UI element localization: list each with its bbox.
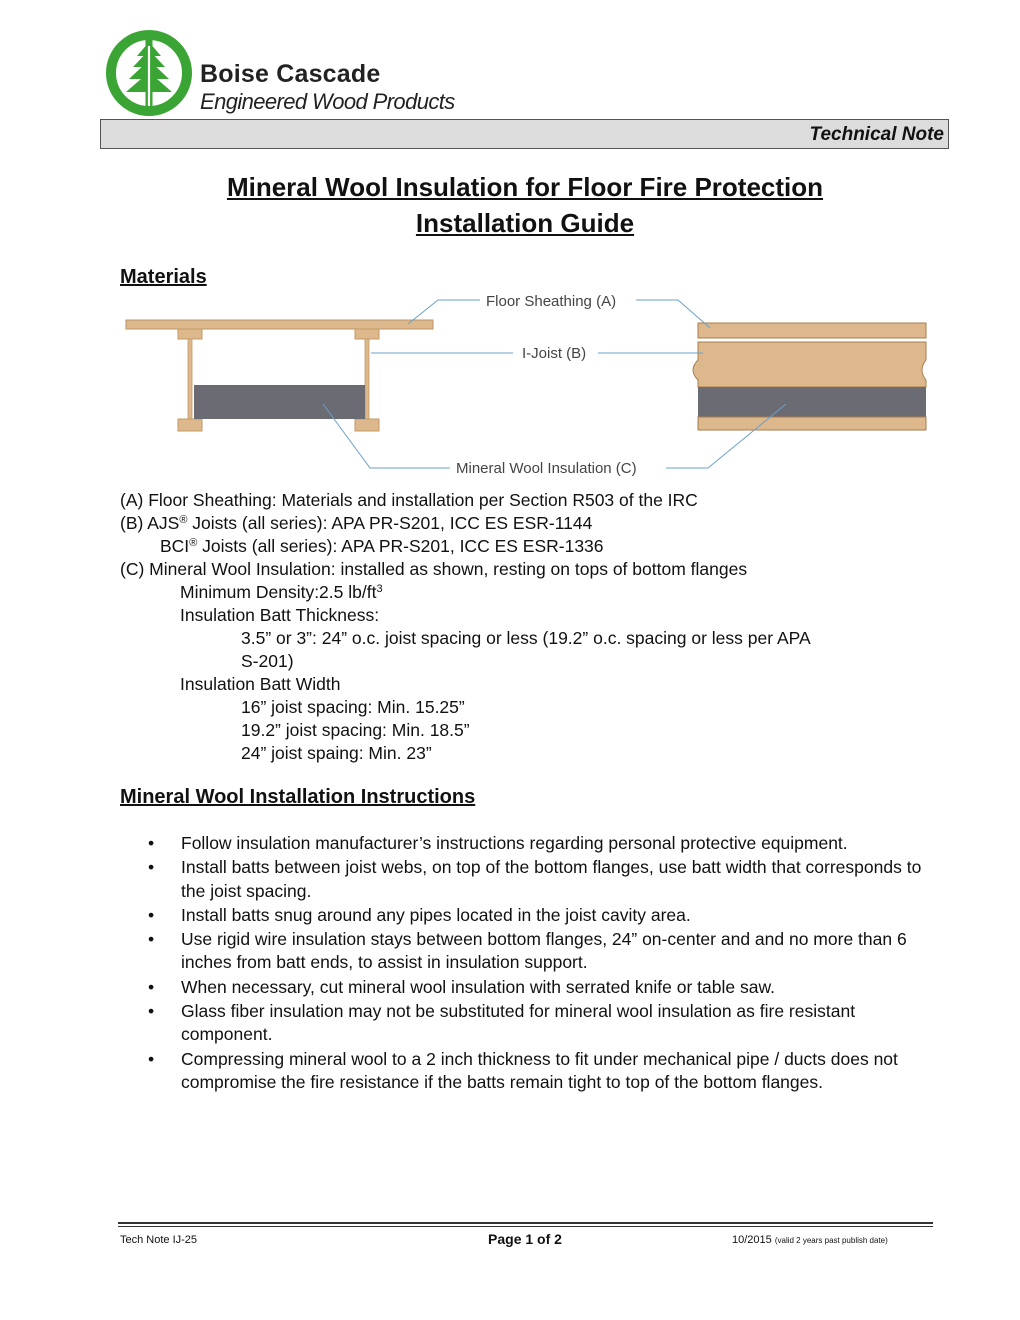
density-exponent: 3 (376, 583, 383, 595)
page-title-line1: Mineral Wool Insulation for Floor Fire Protection (226, 172, 824, 202)
density-text: Minimum Density:2.5 lb/ft (180, 582, 377, 602)
insulation-section (194, 385, 365, 419)
bullet-icon: • (148, 1001, 155, 1022)
ajs-spec: Joists (all series): APA PR-S201, ICC ES ESR-1144 (187, 513, 593, 533)
list-item (140, 976, 940, 999)
bullet-icon: • (148, 1048, 155, 1069)
footer-date (732, 1234, 888, 1246)
side-layer-view (693, 323, 926, 430)
list-item (140, 904, 940, 927)
insulation-layer (698, 387, 926, 417)
thickness-line1: 3.5” or 3”: 24” o.c. joist spacing or less (19.2” o.c. spacing or less per APA (241, 628, 811, 648)
brand-name: Boise Cascade (200, 60, 381, 88)
footer-tech-note-id: Tech Note IJ-25 (120, 1234, 198, 1246)
materials-heading: Materials (120, 266, 207, 288)
bullet-icon: • (148, 904, 155, 925)
sheathing-section (126, 320, 433, 329)
ajs-prefix: (B) AJS (120, 513, 180, 533)
instructions-heading: Mineral Wool Installation Instructions (120, 786, 476, 808)
brand-subtitle: Engineered Wood Products (200, 89, 455, 114)
bullet-icon: • (148, 929, 155, 950)
floor-assembly-diagram (118, 286, 938, 482)
bci-spec: Joists (all series): APA PR-S201, ICC ES ESR-1336 (197, 536, 604, 556)
label-mineral-wool: Mineral Wool Insulation (C) (456, 460, 637, 477)
ajs-registered-mark: ® (179, 514, 188, 526)
thickness-label: Insulation Batt Thickness: (180, 605, 380, 625)
instructions-list (140, 832, 940, 1095)
width-item: 24” joist spaing: Min. 23” (241, 743, 432, 763)
width-label: Insulation Batt Width (180, 674, 341, 694)
footer-date-value: 10/2015 (732, 1234, 772, 1246)
page-title-line2: Installation Guide (415, 208, 635, 238)
technical-note-banner (100, 119, 949, 149)
minimum-density (180, 581, 383, 604)
list-item-text: When necessary, cut mineral wool insulation with serrated knife or table saw. (181, 976, 775, 997)
bullet-icon: • (148, 833, 155, 853)
footer-validity-note: (valid 2 years past publish date) (774, 1236, 888, 1245)
material-c: (C) Mineral Wool Insulation: installed as shown, resting on tops of bottom flanges (120, 559, 748, 579)
technical-note-label: Technical Note (809, 124, 944, 145)
bci-registered-mark: ® (189, 537, 198, 549)
thickness-line2: S-201) (241, 651, 294, 671)
footer-divider-thin (118, 1226, 933, 1227)
list-item-text: Glass fiber insulation may not be substituted for mineral wool insulation as fire resistant component. (181, 1001, 856, 1045)
bullet-icon: • (148, 857, 155, 878)
bullet-icon: • (148, 976, 155, 997)
material-a: (A) Floor Sheathing: Materials and installation per Section R503 of the IRC (120, 490, 698, 510)
label-i-joist: I-Joist (B) (522, 345, 587, 362)
material-b-bci (160, 535, 604, 558)
list-item-text: Install batts between joist webs, on top of the bottom flanges, use batt width that corresponds to the joist spacing. (181, 857, 922, 901)
bci-prefix: BCI (160, 536, 190, 556)
footer-divider (118, 1222, 933, 1224)
width-item: 16” joist spacing: Min. 15.25” (241, 697, 465, 717)
list-item-text: Follow insulation manufacturer’s instructions regarding personal protective equipment. (181, 833, 848, 853)
list-item-text: Install batts snug around any pipes located in the joist cavity area. (181, 904, 691, 925)
width-item: 19.2” joist spacing: Min. 18.5” (241, 720, 470, 740)
label-floor-sheathing: Floor Sheathing (A) (486, 293, 617, 310)
list-item (140, 832, 940, 855)
list-item (140, 1048, 940, 1095)
list-item-text: Use rigid wire insulation stays between bottom flanges, 24” on-center and and no more than 6 inches from batt ends, to assist in insulation support. (181, 929, 907, 973)
boise-cascade-tree-logo (104, 30, 194, 116)
list-item (140, 1000, 940, 1047)
list-item (140, 928, 940, 975)
cross-section-view (126, 320, 433, 431)
list-item-text: Compressing mineral wool to a 2 inch thickness to fit under mechanical pipe / ducts does not compromise the fire resistance if the batts remain tight to top of the bottom flanges. (181, 1048, 898, 1092)
material-b-ajs (120, 512, 592, 535)
footer-page-number: Page 1 of 2 (488, 1231, 562, 1247)
list-item (140, 856, 940, 903)
